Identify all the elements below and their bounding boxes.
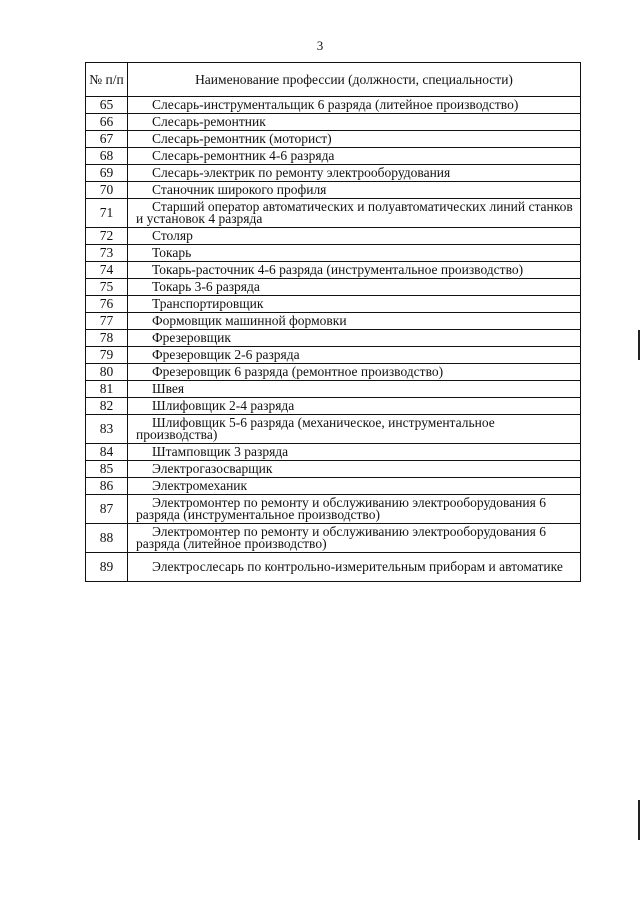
row-profession-name: Электрогазосварщик: [128, 461, 581, 478]
table-row: [86, 330, 581, 347]
row-number: 74: [86, 262, 128, 279]
table-header-row: [86, 63, 581, 97]
row-number: 86: [86, 478, 128, 495]
row-number: 84: [86, 444, 128, 461]
row-number: 68: [86, 148, 128, 165]
row-number: 69: [86, 165, 128, 182]
row-profession-name: Токарь: [128, 245, 581, 262]
row-profession-name: Формовщик машинной формовки: [128, 313, 581, 330]
row-profession-name: Слесарь-ремонтник 4-6 разряда: [128, 148, 581, 165]
table-row: [86, 553, 581, 582]
row-profession-name: Фрезеровщик: [128, 330, 581, 347]
row-profession-name: Станочник широкого профиля: [128, 182, 581, 199]
table-row: [86, 398, 581, 415]
row-profession-name: Фрезеровщик 2-6 разряда: [128, 347, 581, 364]
row-number: 80: [86, 364, 128, 381]
row-number: 76: [86, 296, 128, 313]
row-profession-name: Слесарь-ремонтник (моторист): [128, 131, 581, 148]
table-row: [86, 114, 581, 131]
table-row: [86, 182, 581, 199]
row-number: 82: [86, 398, 128, 415]
row-number: 89: [86, 553, 128, 582]
table-row: [86, 245, 581, 262]
row-number: 67: [86, 131, 128, 148]
table-row: [86, 279, 581, 296]
row-number: 81: [86, 381, 128, 398]
table-row: [86, 313, 581, 330]
table-row: [86, 296, 581, 313]
row-profession-name: Слесарь-электрик по ремонту электрооборудования: [128, 165, 581, 182]
row-profession-name: Слесарь-инструментальщик 6 разряда (литейное производство): [128, 97, 581, 114]
table-row: [86, 347, 581, 364]
table-row: [86, 148, 581, 165]
row-profession-name: Швея: [128, 381, 581, 398]
table-row: [86, 495, 581, 524]
table-row: [86, 364, 581, 381]
row-number: 72: [86, 228, 128, 245]
table-row: [86, 262, 581, 279]
row-profession-name: Электромеханик: [128, 478, 581, 495]
table-row: [86, 131, 581, 148]
row-number: 85: [86, 461, 128, 478]
row-profession-name: Столяр: [128, 228, 581, 245]
row-number: 88: [86, 524, 128, 553]
row-profession-name: Шлифовщик 2-4 разряда: [128, 398, 581, 415]
row-number: 70: [86, 182, 128, 199]
row-profession-name: Токарь-расточник 4-6 разряда (инструментальное производство): [128, 262, 581, 279]
table-row: [86, 381, 581, 398]
row-profession-name: Электромонтер по ремонту и обслуживанию электрооборудования 6 разряда (инструментальное производство): [128, 495, 581, 524]
table-body: [86, 97, 581, 582]
row-number: 65: [86, 97, 128, 114]
row-profession-name: Шлифовщик 5-6 разряда (механическое, инструментальное производства): [128, 415, 581, 444]
header-number: № п/п: [86, 63, 128, 97]
table-row: [86, 524, 581, 553]
page-number: 3: [316, 38, 324, 53]
row-number: 77: [86, 313, 128, 330]
row-profession-name: Старший оператор автоматических и полуавтоматических линий станков и установок 4 разряда: [128, 199, 581, 228]
row-number: 79: [86, 347, 128, 364]
row-profession-name: Штамповщик 3 разряда: [128, 444, 581, 461]
table-row: [86, 415, 581, 444]
table-row: [86, 461, 581, 478]
row-number: 87: [86, 495, 128, 524]
table-row: [86, 444, 581, 461]
table-row: [86, 165, 581, 182]
row-profession-name: Электрослесарь по контрольно-измерительным приборам и автоматике: [128, 553, 581, 582]
row-profession-name: Фрезеровщик 6 разряда (ремонтное производство): [128, 364, 581, 381]
row-number: 73: [86, 245, 128, 262]
row-number: 66: [86, 114, 128, 131]
table-row: [86, 478, 581, 495]
header-profession-name: Наименование профессии (должности, специальности): [128, 63, 581, 97]
table-row: [86, 199, 581, 228]
professions-table: [85, 62, 581, 582]
row-number: 83: [86, 415, 128, 444]
row-profession-name: Токарь 3-6 разряда: [128, 279, 581, 296]
table-row: [86, 228, 581, 245]
row-profession-name: Слесарь-ремонтник: [128, 114, 581, 131]
row-number: 78: [86, 330, 128, 347]
row-number: 75: [86, 279, 128, 296]
table-row: [86, 97, 581, 114]
row-profession-name: Транспортировщик: [128, 296, 581, 313]
row-profession-name: Электромонтер по ремонту и обслуживанию электрооборудования 6 разряда (литейное производство): [128, 524, 581, 553]
row-number: 71: [86, 199, 128, 228]
